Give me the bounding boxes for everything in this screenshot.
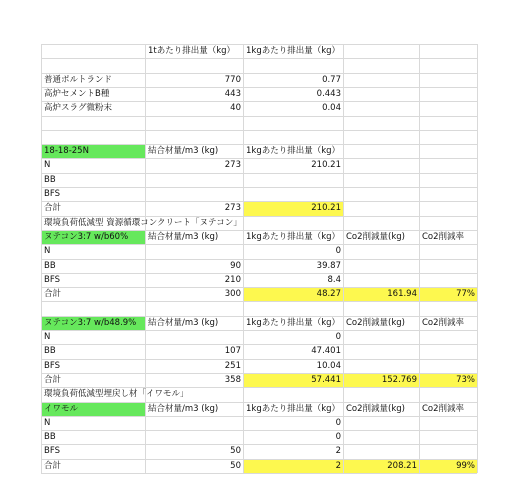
binder-amount[interactable] [146,174,243,187]
total-emission[interactable]: 2 [244,460,343,473]
row-label[interactable]: N [44,160,51,171]
material-name[interactable]: 高炉スラグ微粉末 [44,103,113,114]
emission-value[interactable]: 8.4 [327,274,341,285]
mix-name[interactable]: ヌテコン3:7 w/b48.9% [42,317,145,330]
binder-amount[interactable] [146,188,243,201]
header-emission[interactable]: 1kgあたり排出量（kg） [246,403,341,414]
row-label[interactable]: BFS [44,189,60,199]
header-binder-amount[interactable]: 結合材量/m3 (kg) [148,317,219,328]
total-label[interactable]: 合計 [44,374,62,385]
emission-value[interactable]: 210.21 [311,160,341,171]
row-label[interactable]: BFS [44,360,60,371]
binder-amount[interactable]: 50 [230,446,241,457]
row-label[interactable]: BFS [44,274,60,285]
mix-name[interactable]: 18-18-25N [42,145,145,158]
section-title-nutecon[interactable]: 環境負荷低減型 資源循環コンクリート「ヌテコン」 [44,217,242,228]
total-emission[interactable]: 48.27 [244,288,343,301]
material-per-kg[interactable]: 0.77 [322,74,341,85]
total-label[interactable]: 合計 [44,289,62,300]
header-per-ton[interactable]: 1tあたり排出量（kg） [148,46,236,56]
emission-value[interactable]: 0 [335,332,341,342]
header-binder-amount[interactable]: 結合材量/m3 (kg) [148,403,219,414]
section-title-iwamoru[interactable]: 環境負荷低減型埋戻し材「イワモル」 [44,389,189,400]
header-co2-rate[interactable]: Co2削減率 [422,231,465,242]
grid-row-line [41,116,477,117]
material-per-ton[interactable]: 770 [224,74,241,85]
total-co2-rate[interactable]: 77% [420,288,477,301]
binder-amount[interactable] [146,331,243,344]
material-name[interactable]: 高炉セメントB種 [44,88,110,99]
total-amount[interactable]: 300 [224,289,241,300]
material-per-kg[interactable]: 0.443 [316,88,341,99]
emission-value[interactable]: 0 [335,432,341,443]
emission-value[interactable]: 0 [335,417,341,428]
emission-value[interactable] [244,174,343,187]
header-co2-rate[interactable]: Co2削減率 [422,403,465,414]
header-binder-amount[interactable]: 結合材量/m3 (kg) [148,146,219,157]
material-per-ton[interactable]: 443 [224,88,241,99]
emission-value[interactable]: 10.04 [316,360,341,371]
row-label[interactable]: BB [44,346,56,357]
grid-col-line [477,44,478,473]
total-co2-reduction[interactable]: 152.769 [344,374,419,387]
binder-amount[interactable]: 90 [230,260,241,271]
header-per-kg[interactable]: 1kgあたり排出量（kg） [246,46,341,56]
binder-amount[interactable]: 210 [224,274,241,285]
row-label[interactable]: N [44,417,51,428]
total-amount[interactable]: 273 [224,203,241,214]
row-label[interactable]: BFS [44,446,60,457]
total-amount[interactable]: 358 [224,374,241,385]
grid-row-line [41,473,477,474]
header-co2-reduction[interactable]: Co2削減量(kg) [346,317,405,328]
emission-value[interactable]: 0 [335,246,341,257]
total-co2-rate[interactable]: 99% [420,460,477,473]
header-emission[interactable]: 1kgあたり排出量（kg） [246,231,341,242]
binder-amount[interactable]: 273 [224,160,241,171]
binder-amount[interactable]: 251 [224,360,241,371]
total-label[interactable]: 合計 [44,203,62,214]
grid-row-line [41,301,477,302]
row-label[interactable]: BB [44,174,56,185]
row-label[interactable]: N [44,332,51,342]
mix-name[interactable]: イワモル [42,403,145,416]
header-emission[interactable]: 1kgあたり排出量（kg） [246,317,341,328]
emission-value[interactable] [244,188,343,201]
material-per-ton[interactable]: 40 [230,103,241,114]
mix-name[interactable]: ヌテコン3:7 w/b60% [42,231,145,244]
grid-row-line [41,130,477,131]
row-label[interactable]: BB [44,260,56,271]
binder-amount[interactable] [146,431,243,444]
header-emission[interactable]: 1kgあたり排出量（kg） [246,146,341,157]
material-per-kg[interactable]: 0.04 [322,103,341,114]
binder-amount[interactable] [146,245,243,258]
material-name[interactable]: 普通ポルトランド [44,74,113,85]
total-emission[interactable]: 210.21 [244,202,343,215]
header-co2-rate[interactable]: Co2削減率 [422,317,465,328]
total-co2-rate[interactable]: 73% [420,374,477,387]
emission-value[interactable]: 2 [335,446,341,457]
binder-amount[interactable]: 107 [224,346,241,357]
row-label[interactable]: N [44,246,51,257]
total-emission[interactable]: 57.441 [244,374,343,387]
emission-value[interactable]: 39.87 [316,260,341,271]
emission-value[interactable]: 47.401 [311,346,341,357]
header-binder-amount[interactable]: 結合材量/m3 (kg) [148,231,219,242]
row-label[interactable]: BB [44,432,56,443]
total-co2-reduction[interactable]: 208.21 [344,460,419,473]
total-co2-reduction[interactable]: 161.94 [344,288,419,301]
grid-row-line [41,58,477,59]
binder-amount[interactable] [146,417,243,430]
total-label[interactable]: 合計 [44,460,62,471]
total-amount[interactable]: 50 [230,460,241,471]
header-co2-reduction[interactable]: Co2削減量(kg) [346,231,405,242]
header-co2-reduction[interactable]: Co2削減量(kg) [346,403,405,414]
